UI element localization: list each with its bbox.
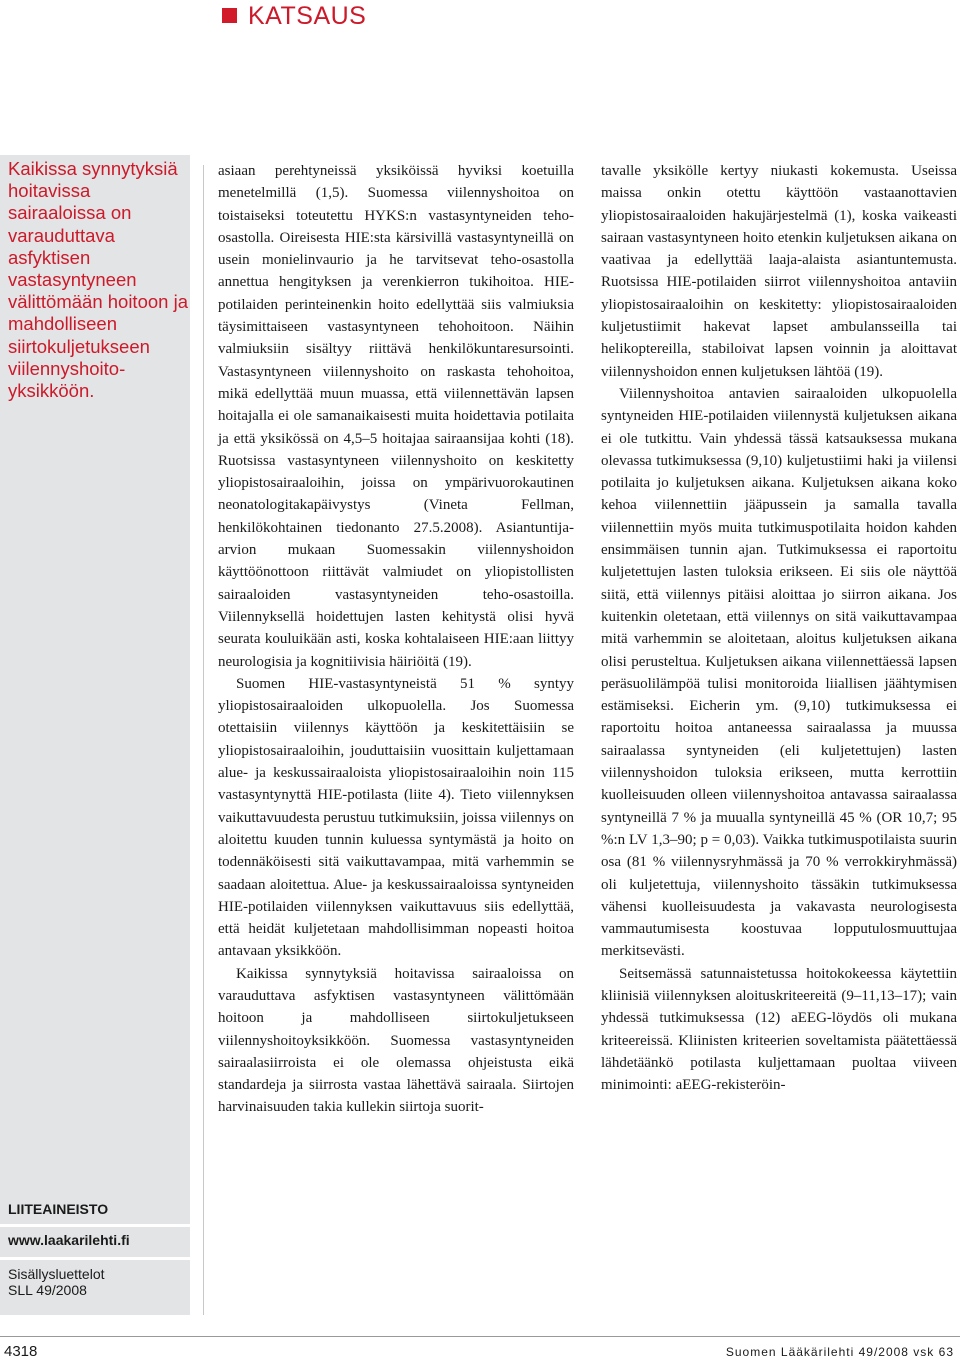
sidebar-divider [0,1224,190,1227]
sidebar-divider [0,1257,190,1260]
footer-rule [0,1336,960,1337]
supplement-line-2: SLL 49/2008 [8,1282,87,1298]
column-divider [203,165,204,1315]
supplement-line-1: Sisällysluettelot [8,1266,105,1282]
article-column-1 [218,160,574,1119]
paragraph: Seitsemässä satunnaistetussa hoitokokeessa käytettiin kliinisiä viilennyksen aloituskriteereitä (9–11,13–17); vain yhdessä tutkimuksessa (12) aEEG-löydös oli mukana kriteereissä. Kliinisten kriteerien soveltamista päätettäessä lähdetäänkö potilasta kuljettamaan puoltaa viiveen minimointi: aEEG-rekisteröin- [601,965,957,1094]
supplement-title: LIITEAINEISTO [8,1201,109,1217]
article-column-2 [601,160,957,1096]
paragraph: asiaan perehtyneissä yksiköissä hyviksi koetuilla menetelmillä (1,5). Suomessa viilennyshoitoa on toistaiseksi toteutettu HYKS:n vastasyntyneiden teho-osastolla. Oireisesta HIE:sta kärsivillä vastasyntyneillä on usein monielinvaurio ja he tarvitsevat teho-osastolla annettua hengityksen ja verenkierron tukihoitoa. HIE-potilaiden perinteinenkin hoito edellyttää siis valmiuksia täysimittaiseen vastasyntyneen tehohoitoon. Näihin valmiuksiin sisältyy riittävä henkilökuntaresursointi. Vastasyntyneen viilennyshoito on raskasta tehohoitoa, mikä edellyttää muun muassa, että viilennettävän lapsen hoitajalla ei ole samanaikaisesti muita hoidettavia potilaita ja että yksikössä on 4,5–5 hoitajaa sairaansijaa kohti (18). Ruotsissa vastasyntyneen viilennyshoito on keskitetty yliopistosairaaloihin, joissa on ympärivuorokautinen neonatologitakapäivystys (Vineta Fellman, henkilökohtainen tiedonanto 27.5.2008). Asiantuntija-arvion mukaan Suomessakin viilennyshoidon käyttöönottoon riittävät valmiudet on yliopistollisten sairaaloiden vastasyntyneiden teho-osastoilla. Viilennyksellä hoidettujen lasten kehitystä olisi hyvä seurata kouluikään asti, koska kohtalaiseen HIE:aan liittyy neurologisia ja kognitiivisia häiriöitä (19). [218,163,574,670]
journal-reference: Suomen Lääkärilehti 49/2008 vsk 63 [725,1345,954,1359]
paragraph: tavalle yksikölle kertyy niukasti kokemusta. Useissa maissa onkin otettu käyttöön vastaanottavien yliopistosairaaloiden hakujärjestelmä (1), koska vaikeasti sairaan vastasyntyneen hoito etenkin kuljetuksen aikana on vaativaa ja edellyttää laaja-alaista asiantuntemusta. Ruotsissa HIE-potilaiden siirrot viilennyshoitoa antaviin yliopistosairaaloihin on keskitetty: yliopistosairaaloiden kuljetustiimit hakevat lapset ambulansseilla tai helikoptereilla, stabiloivat lapsen voinnin ja aloittavat viilennyshoidon ennen kuljetuksen lähtöä (19). [601,163,957,380]
supplement-link[interactable]: www.laakarilehti.fi [8,1232,130,1248]
page-number: 4318 [4,1343,38,1360]
section-label: KATSAUS [248,2,367,30]
section-marker-square [222,8,237,23]
paragraph: Kaikissa synnytyksiä hoitavissa sairaaloissa on varauduttava asfyktisen vastasyntyneen välittömään hoitoon ja mahdolliseen siirtokuljetukseen viilennyshoitoyksikköön. Suomessa vastasyntyneiden sairaalasiirroista ei ole olemassa ohjeistusta eikä standardeja ja siirrosta vastaa lähettävä sairaala. Siirtojen harvinaisuuden takia kullekin siirtoja suorit- [218,965,574,1116]
pull-quote: Kaikissa synnytyksiä hoitavissa sairaaloissa on varauduttava asfyktisen vastasyntyneen välittömään hoitoon ja mahdolliseen siirtokuljetukseen viilennyshoitoyksikköön. [8,158,188,402]
paragraph: Suomen HIE-vastasyntyneistä 51 % syntyy yliopistosairaaloiden ulkopuolella. Jos Suomessa otettaisiin viilennys käyttöön ja keskitettäisiin se yliopistosairaaloihin, jouduttaisiin vuosittain kuljettamaan alue- ja keskussairaaloista yliopistosairaaloihin noin 115 vastasyntynyttä HIE-potilasta (liite 4). Tieto viilennyksen vaikuttavuudesta perustuu tutkimuksiin, joissa viilennys on aloitettu kuuden tunnin kuluessa syntymästä ja hoito on todennäköisesti sitä vaikuttavampaa, mitä varhemmin se saadaan aloitettua. Alue- ja keskussairaaloissa syntyneiden HIE-potilaiden viilennyksen vaikuttavuus siis edellyttää, että heidät kuljetetaan mahdollisimman nopeasti hoitoa antavaan yksikköön. [218,675,574,960]
paragraph: Viilennyshoitoa antavien sairaaloiden ulkopuolella syntyneiden HIE-potilaiden viilennystä kuljetuksen aikana ei ole tutkittu. Vain yhdessä tässä katsauksessa mukana olevassa tutkimuksessa (9,10) kuljetustiimi haki ja viilensi potilaita jo kuljetuksen aikana. Kuljetuksen aikana koko kehoa viilennettiin jääpussein ja samalla tavalla viilennettiin myös muita tutkimuspotilaita hoidon kahden ensimmäisen tunnin ajan. Tutkimuksessa ei raportoitu kuljetettujen lasten tuloksia erikseen. Ei siis ole näyttöä siitä, että viilennys pitäisi aloittaa jo siirron aikana. Jos kuitenkin oletetaan, että viilennys on sitä vaikuttavampaa mitä varhemmin se aloitetaan, aloitus kuljetuksen aikana olisi perusteltua. Kuljetuksen aikana viilennettäessä lapsen peräsuolilämpöä tulisi monitoroida liiallisen jäähtymisen estämiseksi. Eicherin ym. (9,10) tutkimuksessa ei raportoitu hoitoa antaneessa sairaalassa ja muussa sairaalassa syntyneiden (eli kuljetettujen) lasten viilennyshoidon tuloksia erikseen, mutta kerrottiin kuolleisuuden olleen viilennyshoitoa antavassa sairaalassa syntyneillä 7 % ja muualla syntyneillä 45 % (OR 10,7; 95 %:n LV 1,3–90; p = 0,03). Vaikka tutkimuspotilaista suurin osa (81 % viilennysryhmässä ja 70 % verrokkiryhmässä) oli kuljetettuja, viilennyshoito tässäkin tutkimuksessa vähensi kuolleisuudesta ja vakavasta neurologisesta vammautumisesta koostuvaa lopputulosmuuttujaa merkitsevästi. [601,385,957,960]
